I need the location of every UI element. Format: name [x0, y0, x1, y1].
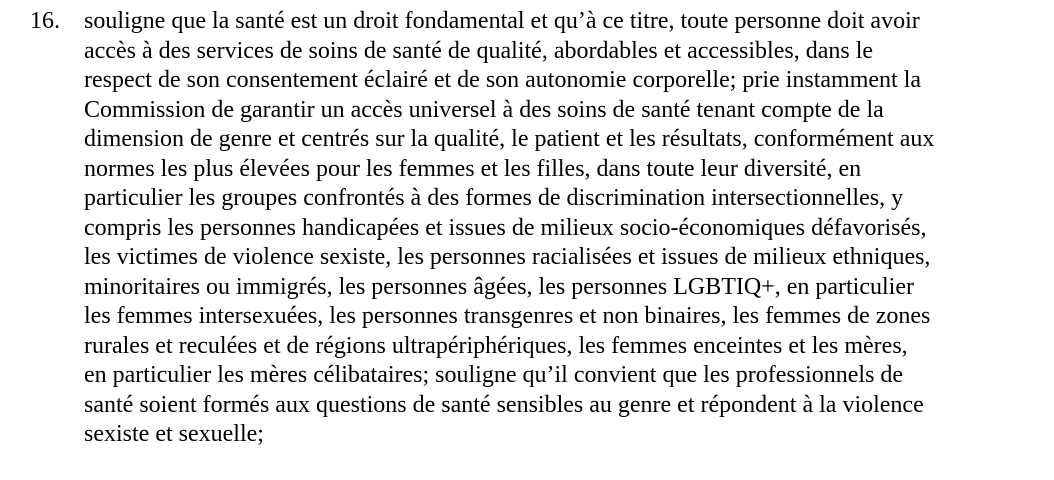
text-line: rurales et reculées et de régions ultrapériphériques, les femmes enceintes et les mères,: [84, 332, 908, 359]
text-line: normes les plus élevées pour les femmes et les filles, dans toute leur diversité, en: [84, 155, 862, 182]
text-line: sexiste et sexuelle;: [84, 421, 264, 447]
text-line: respect de son consentement éclairé et de son autonomie corporelle; prie instamment la: [84, 67, 922, 93]
text-line: dimension de genre et centrés sur la qualité, le patient et les résultats, conformément aux: [84, 126, 935, 152]
text-line: les victimes de violence sexiste, les personnes racialisées et issues de milieux ethniques,: [84, 244, 931, 270]
text-line: santé soient formés aux questions de santé sensibles au genre et répondent à la violence: [84, 391, 924, 418]
text-line: les femmes intersexuées, les personnes transgenres et non binaires, les femmes de zones: [84, 303, 931, 329]
paragraph-number: 16.: [30, 8, 60, 34]
text-line: accès à des services de soins de santé de qualité, abordables et accessibles, dans le: [84, 37, 874, 64]
text-line: compris les personnes handicapées et issues de milieux socio-économiques défavorisés,: [84, 214, 927, 241]
text-line: en particulier les mères célibataires; souligne qu’il convient que les professionnels de: [84, 362, 904, 388]
paragraph-body: [84, 7, 1054, 450]
text-line: Commission de garantir un accès universel à des soins de santé tenant compte de la: [84, 96, 884, 123]
numbered-paragraph: [0, 7, 1054, 450]
text-line: particulier les groupes confrontés à des formes de discrimination intersectionnelles, y: [84, 185, 904, 211]
text-line: souligne que la santé est un droit fondamental et qu’à ce titre, toute personne doit avoir: [84, 8, 920, 34]
text-line: minoritaires ou immigrés, les personnes âgées, les personnes LGBTIQ+, en particulier: [84, 273, 914, 300]
